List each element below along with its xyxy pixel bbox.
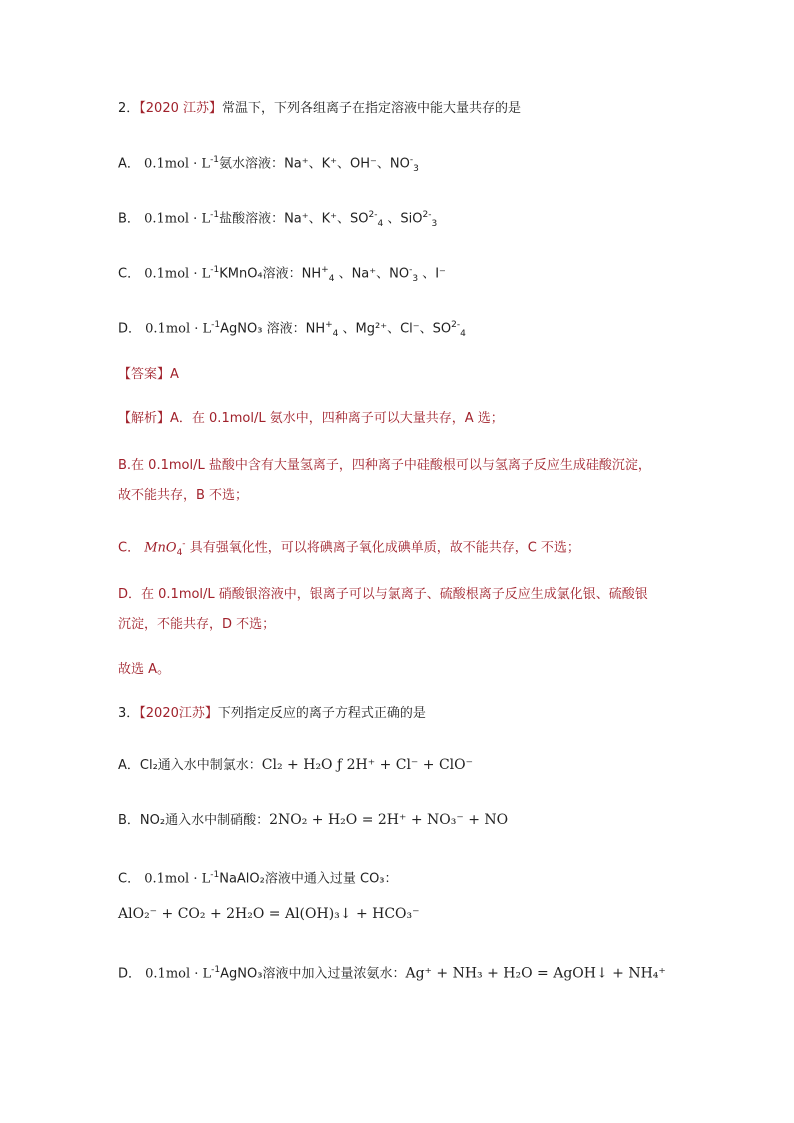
analysis-line-d1: D．在 0.1mol/L 硝酸银溶液中，银离子可以与氯离子、硫酸根离子反应生成氯化银、硫酸银 <box>118 587 648 602</box>
question-number: 3． <box>118 706 140 721</box>
option-d: D． $0.1mol \cdot L^{-1}AgNO_3$ 溶液：$NH^+_4$ 、Mg²⁺、Cl⁻、$SO^{2-}_4$ <box>118 320 466 339</box>
question-3-stem <box>118 705 426 723</box>
analysis-line-c: C． MnO$_4$- 具有强氧化性，可以将碘离子氧化成碘单质，故不能共存，C 不选； <box>118 539 580 558</box>
q3-option-a: A．Cl₂通入水中制氯水：Cl₂ + H₂O ƒ 2H⁺ + Cl⁻ + ClO⁻ <box>118 757 474 773</box>
answer-tag: 【答案】 <box>118 367 171 382</box>
conclusion: 故选 A。 <box>118 662 171 677</box>
question-source: 【2020 江苏】 <box>139 101 222 116</box>
question-text: 常温下，下列各组离子在指定溶液中能大量共存的是 <box>222 101 522 116</box>
q3-option-b: B．NO₂通入水中制硝酸：2NO₂ + H₂O = 2H⁺ + NO₃⁻ + NO <box>118 812 509 828</box>
equation: Ag⁺ + NH₃ + H₂O = AgOH↓ + NH₄⁺ <box>405 965 666 982</box>
answer <box>118 366 179 384</box>
analysis-line-b2: 故不能共存，B 不选； <box>118 488 249 503</box>
equation: Cl₂ + H₂O ƒ 2H⁺ + Cl⁻ + ClO⁻ <box>261 757 474 773</box>
analysis-line-a: 【解析】A．在 0.1mol/L 氨水中，四种离子可以大量共存，A 选； <box>118 411 504 426</box>
equation: AlO₂⁻ + CO₂ + 2H₂O = Al(OH)₃↓ + HCO₃⁻ <box>118 906 420 922</box>
option-c: C． $0.1mol \cdot L^{-1}KMnO_4$溶液：$NH^+_4$ 、Na⁺、$NO^-_3$ 、I⁻ <box>118 265 446 284</box>
question-text: 下列指定反应的离子方程式正确的是 <box>217 706 426 721</box>
analysis-line-d2: 沉淀，不能共存，D 不选； <box>118 617 276 632</box>
option-a: A． $0.1mol \cdot L^{-1}$氨水溶液：Na⁺、K⁺、OH⁻、$NO^-_3$ <box>118 155 419 174</box>
question-source: 【2020江苏】 <box>139 706 218 721</box>
answer-value: A <box>170 367 179 382</box>
analysis-line-b1: B.在 0.1mol/L 盐酸中含有大量氢离子，四种离子中硅酸根可以与氢离子反应生成硅酸沉淀， <box>118 458 651 473</box>
q3-option-d: D． $0.1mol \cdot L^{-1}AgNO_3$溶液中加入过量浓氨水：Ag⁺ + NH₃ + H₂O = AgOH↓ + NH₄⁺ <box>118 965 666 982</box>
equation: 2NO₂ + H₂O = 2H⁺ + NO₃⁻ + NO <box>269 812 509 828</box>
analysis-tag: 【解析】 <box>118 411 171 426</box>
question-number: 2． <box>118 101 140 116</box>
q3-option-c-equation <box>118 905 420 924</box>
q3-option-c: C． $0.1mol \cdot L^{-1}NaAlO_2$溶液中通入过量 CO₃： <box>118 870 398 887</box>
option-b: B． $0.1mol \cdot L^{-1}$盐酸溶液：Na⁺、K⁺、$SO^{2-}_4$ 、SiO$^{2-}_3$ <box>118 210 438 229</box>
question-2-stem <box>118 100 521 118</box>
